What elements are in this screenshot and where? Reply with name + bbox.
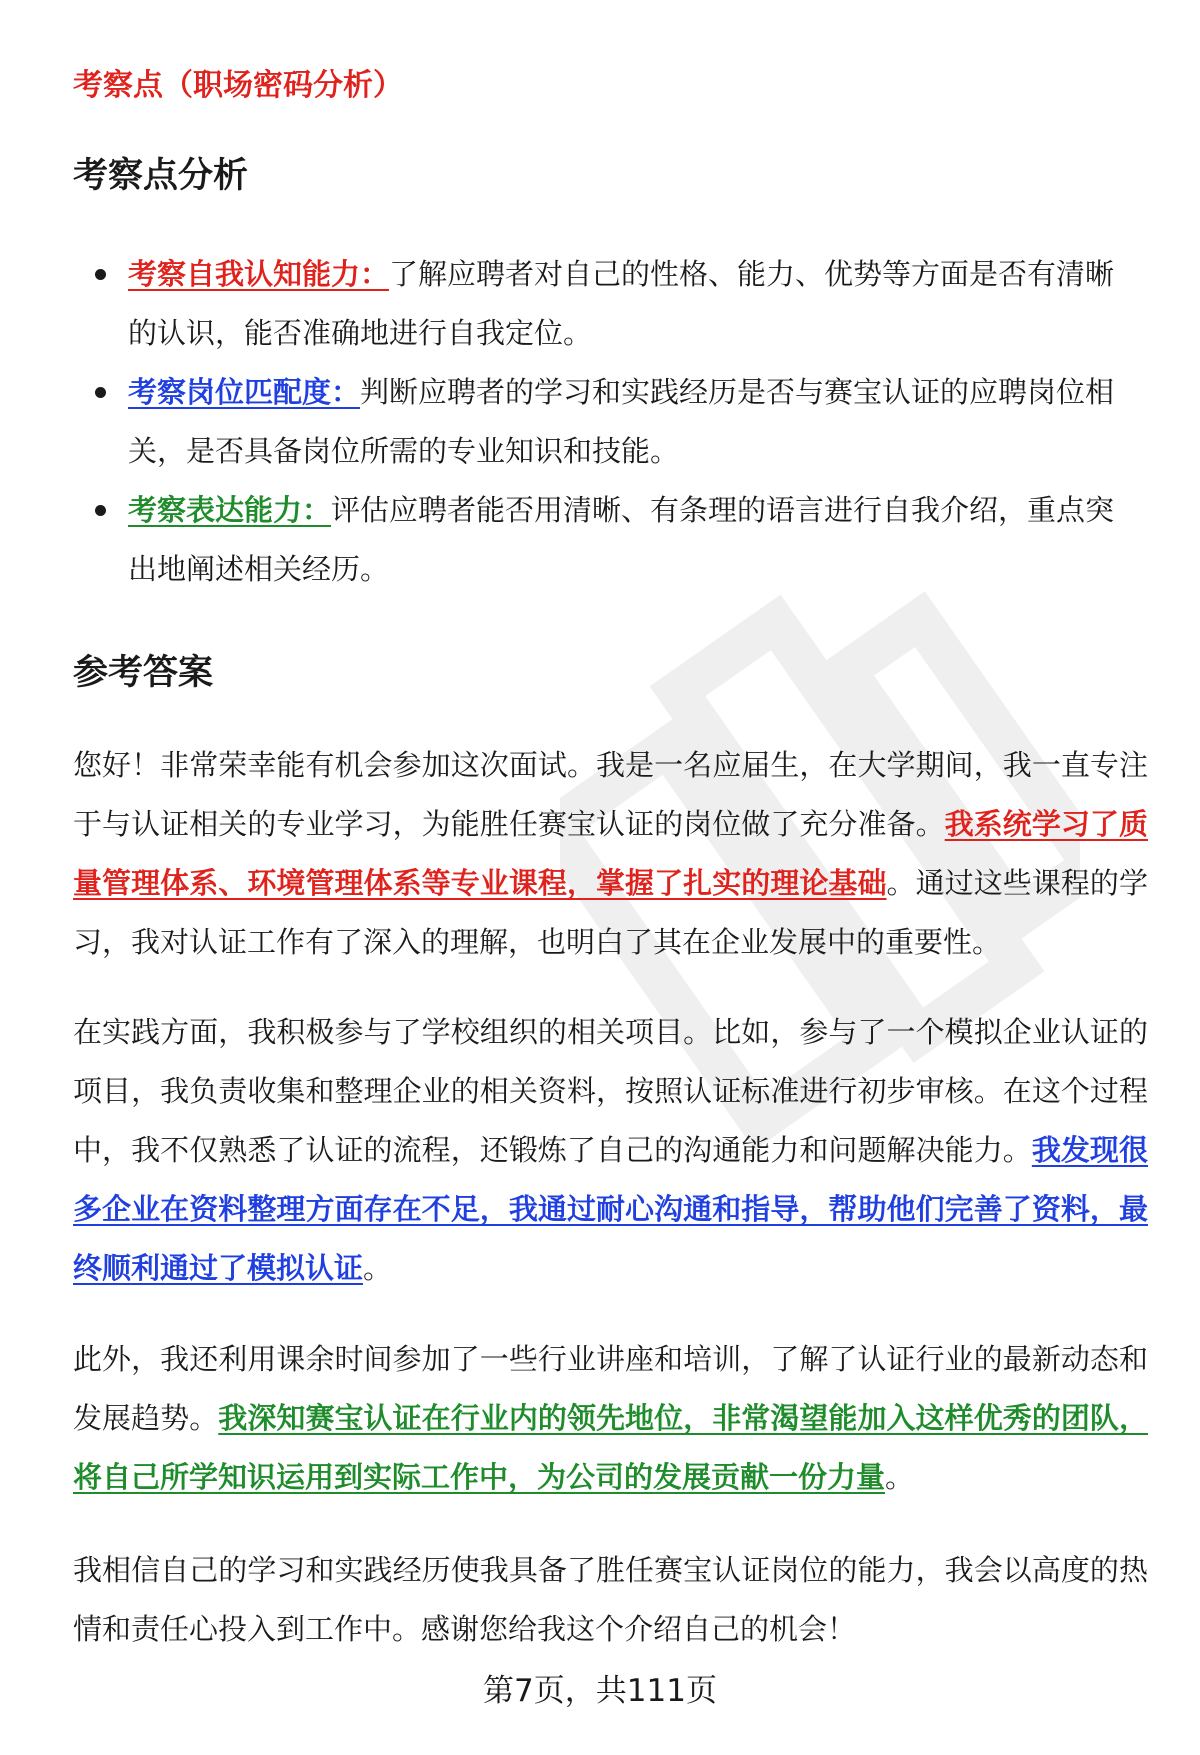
highlight-text: 我发现很多企业在资料整理方面存在不足，我通过耐心沟通和指导，帮助他们完善了资料，最终顺利通过了模拟认证: [73, 1133, 1148, 1285]
page-number: 第7页，共111页: [483, 1673, 717, 1709]
answer-paragraph-1: [73, 736, 1148, 972]
answer-paragraph-4: 我相信自己的学习和实践经历使我具备了胜任赛宝认证岗位的能力，我会以高度的热情和责任心投入到工作中。感谢您给我这个介绍自己的机会！: [73, 1553, 1148, 1646]
section-title: 考察点（职场密码分析）: [73, 68, 403, 103]
answer-heading: 参考答案: [73, 653, 214, 693]
paragraph-text: 此外，我还利用课余时间参加了一些行业讲座和培训，了解了认证行业的最新动态和发展趋势。: [73, 1342, 1148, 1435]
highlight-text: 我深知赛宝认证在行业内的领先地位，非常渴望能加入这样优秀的团队，将自己所学知识运用到实际工作中，为公司的发展贡献一份力量: [73, 1401, 1148, 1494]
analysis-list: [73, 245, 1143, 599]
paragraph-text: 您好！非常荣幸能有机会参加这次面试。我是一名应届生，在大学期间，我一直专注于与认证相关的专业学习，为能胜任赛宝认证的岗位做了充分准备。: [73, 748, 1148, 841]
analysis-keyword: 考察表达能力：: [128, 493, 332, 527]
analysis-heading: 考察点分析: [73, 156, 249, 196]
analysis-item-job-match: [73, 363, 1143, 481]
bullet-icon: [95, 387, 106, 398]
analysis-text: 评估应聘者能否用清晰、有条理的语言进行自我介绍，重点突出地阐述相关经历。: [128, 493, 1115, 586]
analysis-item-expression: [73, 481, 1143, 599]
answer-paragraph-2: [73, 1003, 1148, 1298]
analysis-text: 了解应聘者对自己的性格、能力、优势等方面是否有清晰的认识，能否准确地进行自我定位。: [128, 257, 1115, 350]
answer-paragraph-3: [73, 1330, 1148, 1507]
bullet-icon: [95, 505, 106, 516]
analysis-keyword: 考察岗位匹配度：: [128, 375, 361, 409]
analysis-keyword: 考察自我认知能力：: [128, 257, 390, 291]
paragraph-text: 。: [885, 1460, 915, 1494]
highlight-text: 我系统学习了质量管理体系、环境管理体系等专业课程，掌握了扎实的理论基础: [73, 807, 1148, 900]
paragraph-text: 。: [363, 1251, 393, 1285]
paragraph-text: 在实践方面，我积极参与了学校组织的相关项目。比如，参与了一个模拟企业认证的项目，我负责收集和整理企业的相关资料，按照认证标准进行初步审核。在这个过程中，我不仅熟悉了认证的流程，还锻炼了自己的沟通能力和问题解决能力。: [73, 1015, 1148, 1167]
bullet-icon: [95, 269, 106, 280]
analysis-item-self-awareness: [73, 245, 1143, 363]
paragraph-text: 。通过这些课程的学习，我对认证工作有了深入的理解，也明白了其在企业发展中的重要性。: [73, 866, 1148, 959]
analysis-text: 判断应聘者的学习和实践经历是否与赛宝认证的应聘岗位相关，是否具备岗位所需的专业知识和技能。: [128, 375, 1115, 468]
